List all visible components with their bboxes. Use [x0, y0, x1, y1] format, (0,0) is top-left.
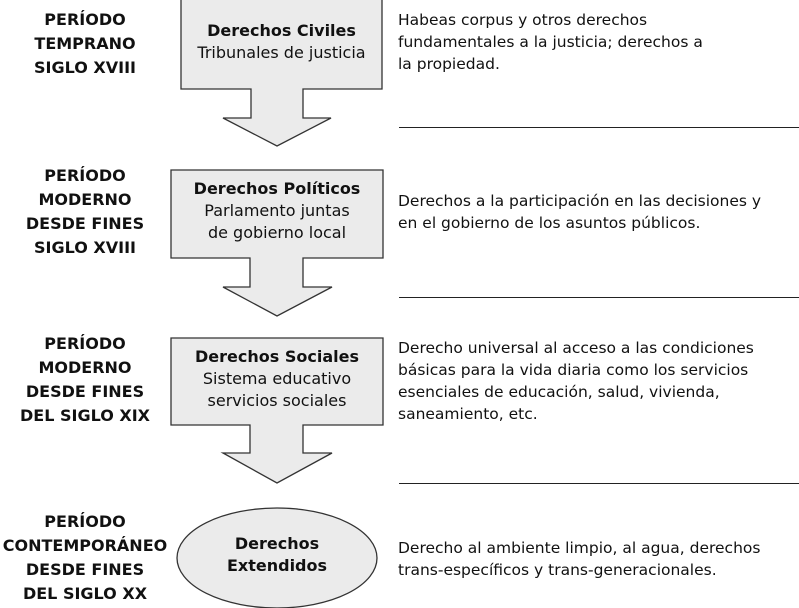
- stage-2-description: [398, 190, 799, 234]
- stage-3-label: [171, 346, 383, 412]
- period-line: PERÍODO: [44, 166, 126, 185]
- description-line: Derecho universal al acceso a las condiciones: [398, 339, 754, 357]
- stage-subtitle: Parlamento juntas: [204, 201, 350, 220]
- description-line: Derecho al ambiente limpio, al agua, derechos: [398, 539, 761, 557]
- period-line: SIGLO XVIII: [34, 58, 136, 77]
- divider: [399, 483, 799, 484]
- period-line: DEL SIGLO XIX: [19, 406, 150, 425]
- period-line: MODERNO: [38, 358, 132, 377]
- period-4: [0, 510, 170, 606]
- stage-subtitle: Sistema educativo: [202, 369, 352, 388]
- period-line: PERÍODO: [44, 10, 126, 29]
- stage-subtitle: Tribunales de justicia: [197, 43, 366, 62]
- description-line: trans-específicos y trans-generacionales.: [398, 561, 717, 579]
- description-line: Habeas corpus y otros derechos: [398, 11, 648, 29]
- period-1: [0, 8, 170, 80]
- description-line: saneamiento, etc.: [398, 405, 538, 423]
- stage-4-label: [177, 533, 377, 577]
- stage-1-label: [181, 20, 382, 64]
- stage-title: Derechos: [234, 534, 320, 553]
- period-2: [0, 164, 170, 260]
- period-line: CONTEMPORÁNEO: [2, 536, 168, 555]
- period-line: DESDE FINES: [25, 560, 145, 579]
- period-line: DESDE FINES: [25, 382, 145, 401]
- description-line: la propiedad.: [398, 55, 500, 73]
- stage-3-description: [398, 337, 799, 425]
- stage-title: Derechos Políticos: [193, 179, 361, 198]
- period-line: PERÍODO: [44, 334, 126, 353]
- period-line: DESDE FINES: [25, 214, 145, 233]
- stage-subtitle: de gobierno local: [207, 223, 347, 242]
- description-line: Derechos a la participación en las decisiones y: [398, 192, 762, 210]
- divider: [399, 297, 799, 298]
- stage-1-description: [398, 9, 799, 75]
- stage-title: Derechos Sociales: [195, 347, 359, 366]
- period-line: SIGLO XVIII: [34, 238, 136, 257]
- period-line: MODERNO: [38, 190, 132, 209]
- description-line: esenciales de educación, salud, vivienda,: [398, 383, 720, 401]
- description-line: fundamentales a la justicia; derechos a: [398, 33, 703, 51]
- stage-2-label: [171, 178, 383, 244]
- period-line: TEMPRANO: [34, 34, 136, 53]
- stage-title: Derechos Civiles: [207, 21, 356, 40]
- period-line: DEL SIGLO XX: [22, 584, 148, 603]
- stage-subtitle: servicios sociales: [207, 391, 347, 410]
- stage-title: Extendidos: [226, 556, 328, 575]
- period-3: [0, 332, 170, 428]
- description-line: en el gobierno de los asuntos públicos.: [398, 214, 701, 232]
- stage-4-description: [398, 537, 799, 581]
- description-line: básicas para la vida diaria como los servicios: [398, 361, 749, 379]
- divider: [399, 127, 799, 128]
- period-line: PERÍODO: [44, 512, 126, 531]
